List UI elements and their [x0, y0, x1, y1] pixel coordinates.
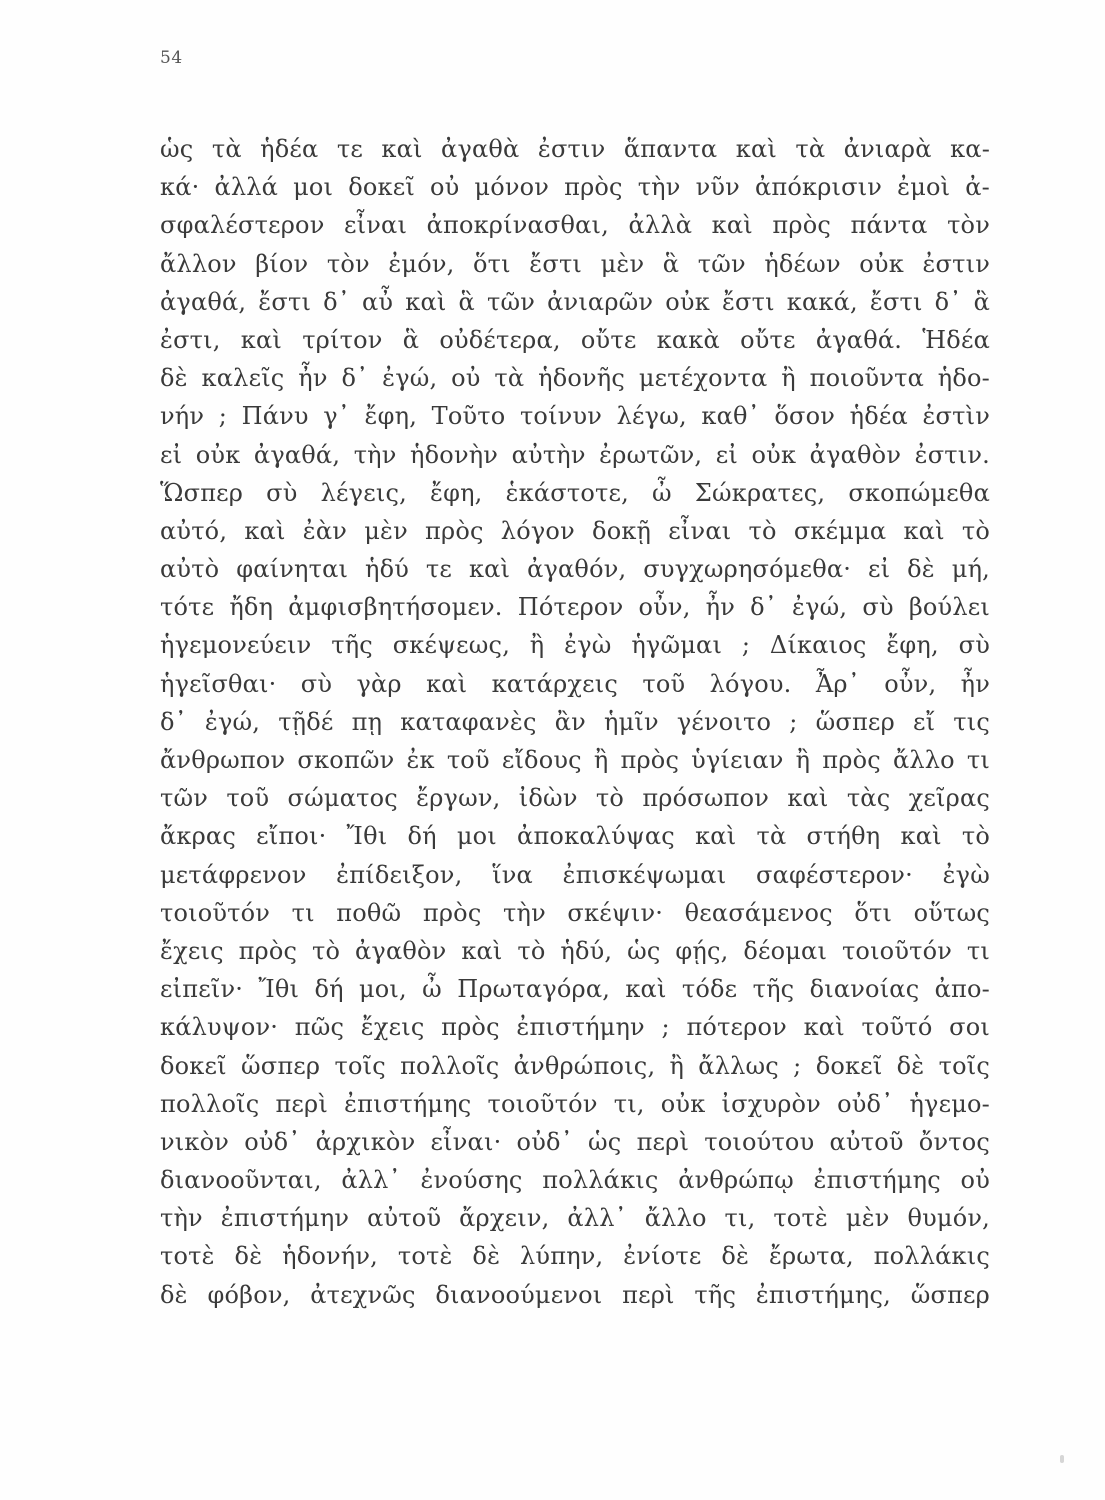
- text-line: εἰ οὐκ ἀγαθά, τὴν ἡδονὴν αὐτὴν ἐρωτῶν, εἰ οὐκ ἀγαθὸν ἐστιν.: [160, 440, 990, 469]
- text-line: τοτὲ δὲ ἡδονήν, τοτὲ δὲ λύπην, ἐνίοτε δὲ ἔρωτα, πολλάκις: [160, 1242, 990, 1271]
- text-line: ὡς τὰ ἡδέα τε καὶ ἀγαθὰ ἐστιν ἅπαντα καὶ τὰ ἀνιαρὰ κα-: [160, 135, 990, 163]
- text-line: μετάφρενον ἐπίδειξον, ἵνα ἐπισκέψωμαι σαφέστερον· ἐγὼ: [160, 860, 990, 889]
- text-line: δὲ φόβον, ἀτεχνῶς διανοούμενοι περὶ τῆς ἐπιστήμης, ὥσπερ: [160, 1280, 990, 1309]
- text-line: αὐτὸ φαίνηται ἡδύ τε καὶ ἀγαθόν, συγχωρησόμεθα· εἰ δὲ μή,: [160, 555, 990, 584]
- text-line: ἡγεμονεύειν τῆς σκέψεως, ἢ ἐγὼ ἡγῶμαι ; Δίκαιος ἔφη, σὺ: [160, 631, 990, 660]
- text-line: Ὥσπερ σὺ λέγεις, ἔφη, ἑκάστοτε, ὦ Σώκρατες, σκοπώμεθα: [160, 478, 990, 507]
- page-number: 54: [160, 48, 183, 68]
- text-line: τὴν ἐπιστήμην αὐτοῦ ἄρχειν, ἀλλ᾽ ἄλλο τι, τοτὲ μὲν θυμόν,: [160, 1204, 990, 1233]
- text-line: τῶν τοῦ σώματος ἔργων, ἰδὼν τὸ πρόσωπον καὶ τὰς χεῖρας: [160, 784, 990, 813]
- text-line: τοιοῦτόν τι ποθῶ πρὸς τὴν σκέψιν· θεασάμενος ὅτι οὕτως: [160, 898, 990, 927]
- text-line: ἔχεις πρὸς τὸ ἀγαθὸν καὶ τὸ ἡδύ, ὡς φῄς, δέομαι τοιοῦτόν τι: [160, 936, 990, 965]
- text-line: ἄνθρωπον σκοπῶν ἐκ τοῦ εἴδους ἢ πρὸς ὑγίειαν ἢ πρὸς ἄλλο τι: [160, 746, 990, 774]
- text-line: νικὸν οὐδ᾽ ἀρχικὸν εἶναι· οὐδ᾽ ὡς περὶ τοιούτου αὐτοῦ ὄντος: [160, 1127, 990, 1156]
- text-line: ἄλλον βίον τὸν ἐμόν, ὅτι ἔστι μὲν ἃ τῶν ἡδέων οὐκ ἐστιν: [160, 249, 990, 278]
- text-line: δοκεῖ ὥσπερ τοῖς πολλοῖς ἀνθρώποις, ἢ ἄλλως ; δοκεῖ δὲ τοῖς: [160, 1051, 990, 1080]
- text-line: τότε ἤδη ἀμφισβητήσομεν. Πότερον οὖν, ἦν δ᾽ ἐγώ, σὺ βούλει: [160, 593, 990, 622]
- text-line: νήν ; Πάνυ γ᾽ ἔφη, Τοῦτο τοίνυν λέγω, καθ᾽ ὅσον ἡδέα ἐστὶν: [160, 402, 990, 431]
- text-line: δὲ καλεῖς ἦν δ᾽ ἐγώ, οὐ τὰ ἡδονῆς μετέχοντα ἢ ποιοῦντα ἡδο-: [160, 364, 990, 393]
- text-line: πολλοῖς περὶ ἐπιστήμης τοιοῦτόν τι, οὐκ ἰσχυρὸν οὐδ᾽ ἡγεμο-: [160, 1089, 990, 1118]
- text-line: ἐστι, καὶ τρίτον ἃ οὐδέτερα, οὔτε κακὰ οὔτε ἀγαθά. Ἡδέα: [160, 325, 990, 354]
- text-line: ἡγεῖσθαι· σὺ γὰρ καὶ κατάρχεις τοῦ λόγου. Ἆρ᾽ οὖν, ἦν: [160, 669, 990, 698]
- text-line: διανοοῦνται, ἀλλ᾽ ἐνούσης πολλάκις ἀνθρώπῳ ἐπιστήμης οὐ: [160, 1166, 990, 1195]
- text-line: δ᾽ ἐγώ, τῇδέ πῃ καταφανὲς ἂν ἡμῖν γένοιτο ; ὥσπερ εἴ τις: [160, 707, 990, 736]
- body-text: [160, 130, 990, 1314]
- text-line: ἀγαθά, ἔστι δ᾽ αὖ καὶ ἃ τῶν ἀνιαρῶν οὐκ ἔστι κακά, ἔστι δ᾽ ἃ: [160, 287, 990, 316]
- text-line: ἄκρας εἴποι· Ἴθι δή μοι ἀποκαλύψας καὶ τὰ στήθη καὶ τὸ: [160, 822, 990, 851]
- text-line: σφαλέστερον εἶναι ἀποκρίνασθαι, ἀλλὰ καὶ πρὸς πάντα τὸν: [160, 211, 990, 240]
- text-line: κάλυψον· πῶς ἔχεις πρὸς ἐπιστήμην ; πότερον καὶ τοῦτό σοι: [160, 1013, 990, 1042]
- text-line: κά· ἀλλά μοι δοκεῖ οὐ μόνον πρὸς τὴν νῦν ἀπόκρισιν ἐμοὶ ἀ-: [160, 173, 990, 202]
- text-line: αὐτό, καὶ ἐὰν μὲν πρὸς λόγον δοκῇ εἶναι τὸ σκέμμα καὶ τὸ: [160, 516, 990, 545]
- text-line: εἰπεῖν· Ἴθι δή μοι, ὦ Πρωταγόρα, καὶ τόδε τῆς διανοίας ἀπο-: [160, 975, 990, 1004]
- print-smudge: [1060, 1455, 1064, 1463]
